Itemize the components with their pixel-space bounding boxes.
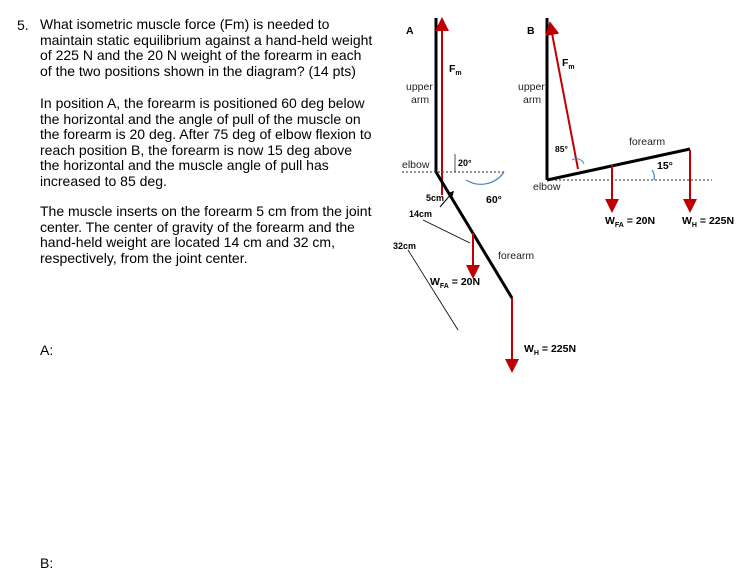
wfa-b-label: $W_{FA} = 20N$ [605,215,656,229]
answer-a-label: A: [40,342,54,358]
fm-a-label: $F_m$ [449,63,462,77]
elbow-a-label: elbow [402,159,430,171]
answer-b-label: B: [40,555,54,571]
forearm-a-label: forearm [498,250,535,262]
position-b-diagram [518,18,734,229]
position-b-label: B [527,25,535,37]
angle-arc-b [652,170,654,180]
dist-insert-label: 5cm [426,193,445,203]
upper-arm-a-label-1: upper [406,81,433,93]
question-number: 5. [17,17,29,33]
upper-arm-b-label-1: upper [518,81,545,93]
elbow-b-label: elbow [533,181,561,193]
angle-arc-pull-b [572,159,584,164]
dist-14cm-marker [423,220,470,243]
forearm-b-label: forearm [629,136,666,148]
distance-description: The muscle inserts on the forearm 5 cm from the joint center. The center of gravity of the forearm and the hand-held weight are located 14 cm and 32 cm, respectively, from the joint center. [40,203,372,266]
fm-b-label: $F_m$ [562,57,575,71]
wfa-a-label: $W_{FA} = 20N$ [430,276,481,290]
dist-fa-label: 14cm [409,209,433,219]
wh-a-label: $W_H = 225N$ [524,343,577,357]
position-description: In position A, the forearm is positioned 60 deg below the horizontal and the angle of pull of the muscle on the forearm is 20 deg. After 75 deg of elbow flexion to reach position B, the forearm is now 15 deg above the horizontal and the muscle angle of pull has increased to 85 deg. [40,95,372,189]
angle-forearm-b: 15° [657,160,673,172]
angle-arc-a [466,172,504,184]
upper-arm-a-label-2: arm [411,94,430,106]
position-a-label: A [406,25,414,37]
angle-pull-b: 85° [555,144,568,154]
dist-32cm-marker [408,250,458,330]
upper-arm-b-label-2: arm [523,94,542,106]
dist-hand-label: 32cm [393,241,417,251]
angle-forearm-a: 60° [486,194,502,206]
question-prompt: What isometric muscle force (Fm) is needed to maintain static equilibrium against a hand-held weight of 225 N and the 20 N weight of the forearm in each of the two positions shown in the diagram? (14 pts) [40,16,373,79]
wh-b-label: $W_H = 225N$ [682,215,735,229]
angle-pull-a: 20° [458,158,472,168]
